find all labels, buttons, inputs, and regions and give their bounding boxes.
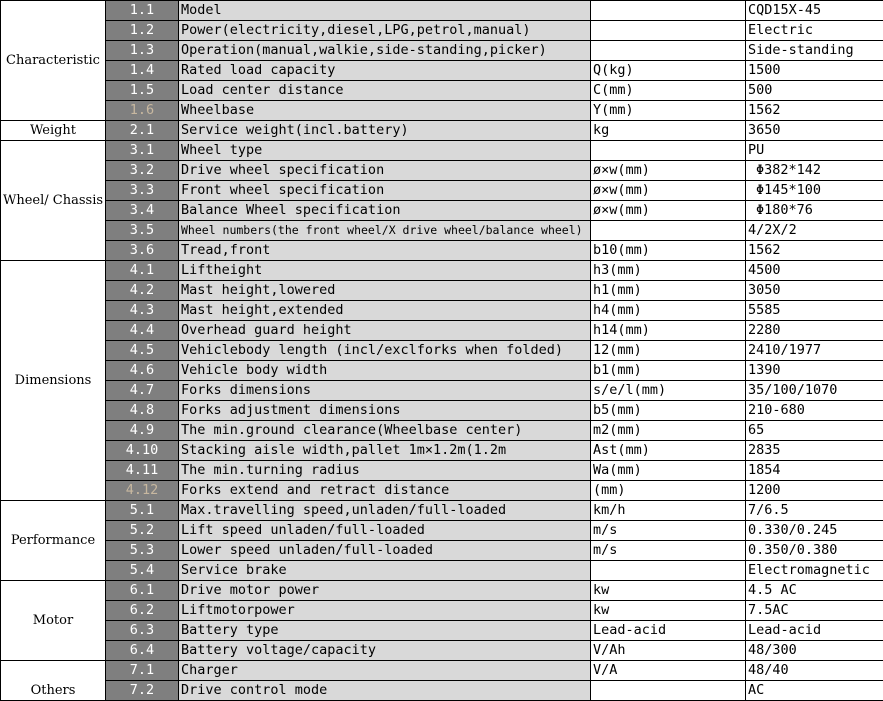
table-row	[1, 461, 883, 481]
row-number: 3.5	[106, 221, 179, 241]
table-row	[1, 361, 883, 381]
unit-cell: V/A	[591, 661, 746, 681]
value-cell: 3650	[746, 121, 883, 141]
parameter-label: Drive wheel specification	[179, 161, 591, 181]
table-row	[1, 621, 883, 641]
table-row	[1, 241, 883, 261]
parameter-label: Stacking aisle width,pallet 1m×1.2m(1.2m	[179, 441, 591, 461]
value-cell: 1562	[746, 241, 883, 261]
unit-cell: Ast(mm)	[591, 441, 746, 461]
row-number: 1.1	[106, 1, 179, 21]
category-characteristic: Characteristic	[1, 1, 106, 121]
category-motor: Motor	[1, 581, 106, 661]
unit-cell: Y(mm)	[591, 101, 746, 121]
table-row	[1, 121, 883, 141]
row-number: 4.12	[106, 481, 179, 501]
parameter-label: The min.ground clearance(Wheelbase center)	[179, 421, 591, 441]
value-cell: 7.5AC	[746, 601, 883, 621]
unit-cell: h3(mm)	[591, 261, 746, 281]
row-number: 3.6	[106, 241, 179, 261]
row-number: 4.7	[106, 381, 179, 401]
table-row	[1, 101, 883, 121]
parameter-label: Wheel type	[179, 141, 591, 161]
table-row	[1, 261, 883, 281]
row-number: 5.4	[106, 561, 179, 581]
value-cell: 0.330/0.245	[746, 521, 883, 541]
value-cell: 2410/1977	[746, 341, 883, 361]
value-cell: 48/300	[746, 641, 883, 661]
parameter-label: Service brake	[179, 561, 591, 581]
unit-cell	[591, 141, 746, 161]
unit-cell: Wa(mm)	[591, 461, 746, 481]
value-cell: PU	[746, 141, 883, 161]
table-row	[1, 81, 883, 101]
row-number: 4.9	[106, 421, 179, 441]
row-number: 4.1	[106, 261, 179, 281]
unit-cell	[591, 21, 746, 41]
row-number: 4.5	[106, 341, 179, 361]
unit-cell: 12(mm)	[591, 341, 746, 361]
unit-cell: ø×w(mm)	[591, 201, 746, 221]
category-performance: Performance	[1, 501, 106, 581]
value-cell: 35/100/1070	[746, 381, 883, 401]
value-cell: 4/2X/2	[746, 221, 883, 241]
parameter-label: Mast height,lowered	[179, 281, 591, 301]
parameter-label: Rated load capacity	[179, 61, 591, 81]
table-row	[1, 541, 883, 561]
table-row	[1, 161, 883, 181]
row-number: 1.2	[106, 21, 179, 41]
category-wheel-chassis: Wheel/ Chassis	[1, 141, 106, 261]
value-cell: Electric	[746, 21, 883, 41]
parameter-label: Power(electricity,diesel,LPG,petrol,manual)	[179, 21, 591, 41]
unit-cell: h4(mm)	[591, 301, 746, 321]
unit-cell: km/h	[591, 501, 746, 521]
value-cell: CQD15X-45	[746, 1, 883, 21]
value-cell: 500	[746, 81, 883, 101]
parameter-label: Drive motor power	[179, 581, 591, 601]
row-number: 4.8	[106, 401, 179, 421]
value-cell: 210-680	[746, 401, 883, 421]
row-number: 3.3	[106, 181, 179, 201]
unit-cell: h1(mm)	[591, 281, 746, 301]
parameter-label: Max.travelling speed,unladen/full-loaded	[179, 501, 591, 521]
value-cell: Φ180*76	[746, 201, 883, 221]
parameter-label: Drive control mode	[179, 681, 591, 701]
value-cell: 1562	[746, 101, 883, 121]
parameter-label: Lower speed unladen/full-loaded	[179, 541, 591, 561]
table-row	[1, 561, 883, 581]
row-number: 3.2	[106, 161, 179, 181]
value-cell: 48/40	[746, 661, 883, 681]
row-number: 7.2	[106, 681, 179, 701]
table-row	[1, 181, 883, 201]
row-number: 4.11	[106, 461, 179, 481]
table-row	[1, 21, 883, 41]
table-row	[1, 501, 883, 521]
row-number: 3.1	[106, 141, 179, 161]
unit-cell	[591, 41, 746, 61]
unit-cell: b1(mm)	[591, 361, 746, 381]
parameter-label: Charger	[179, 661, 591, 681]
value-cell: 4500	[746, 261, 883, 281]
table-row	[1, 581, 883, 601]
table-row	[1, 1, 883, 21]
parameter-label: Vehicle body width	[179, 361, 591, 381]
table-row	[1, 61, 883, 81]
value-cell: 1390	[746, 361, 883, 381]
table-row	[1, 681, 883, 701]
value-cell: Electromagnetic	[746, 561, 883, 581]
table-row	[1, 201, 883, 221]
row-number: 1.3	[106, 41, 179, 61]
parameter-label: Wheel numbers(the front wheel/X drive wheel/balance wheel)	[179, 221, 591, 241]
row-number: 6.2	[106, 601, 179, 621]
category-dimensions: Dimensions	[1, 261, 106, 501]
parameter-label: Service weight(incl.battery)	[179, 121, 591, 141]
unit-cell: kw	[591, 581, 746, 601]
table-row	[1, 381, 883, 401]
parameter-label: Battery voltage/capacity	[179, 641, 591, 661]
row-number: 4.2	[106, 281, 179, 301]
table-row	[1, 441, 883, 461]
table-row	[1, 341, 883, 361]
value-cell: 1854	[746, 461, 883, 481]
table-row	[1, 301, 883, 321]
table-row	[1, 321, 883, 341]
parameter-label: Mast height,extended	[179, 301, 591, 321]
unit-cell: m2(mm)	[591, 421, 746, 441]
unit-cell: m/s	[591, 521, 746, 541]
unit-cell: Q(kg)	[591, 61, 746, 81]
row-number: 1.4	[106, 61, 179, 81]
row-number: 4.3	[106, 301, 179, 321]
parameter-label: Operation(manual,walkie,side-standing,picker)	[179, 41, 591, 61]
row-number: 4.6	[106, 361, 179, 381]
unit-cell: Lead-acid	[591, 621, 746, 641]
value-cell: 4.5 AC	[746, 581, 883, 601]
table-row	[1, 421, 883, 441]
value-cell: 2280	[746, 321, 883, 341]
table-row	[1, 641, 883, 661]
table-row	[1, 281, 883, 301]
row-number: 6.1	[106, 581, 179, 601]
row-number: 5.1	[106, 501, 179, 521]
table-row	[1, 401, 883, 421]
unit-cell: C(mm)	[591, 81, 746, 101]
parameter-label: Forks extend and retract distance	[179, 481, 591, 501]
parameter-label: Forks dimensions	[179, 381, 591, 401]
table-row	[1, 41, 883, 61]
row-number: 1.5	[106, 81, 179, 101]
parameter-label: Liftheight	[179, 261, 591, 281]
table-row	[1, 141, 883, 161]
unit-cell: V/Ah	[591, 641, 746, 661]
parameter-label: Battery type	[179, 621, 591, 641]
value-cell: 1500	[746, 61, 883, 81]
parameter-label: Load center distance	[179, 81, 591, 101]
row-number: 2.1	[106, 121, 179, 141]
row-number: 6.3	[106, 621, 179, 641]
row-number: 5.2	[106, 521, 179, 541]
unit-cell: b5(mm)	[591, 401, 746, 421]
row-number: 4.4	[106, 321, 179, 341]
row-number: 5.3	[106, 541, 179, 561]
value-cell: Lead-acid	[746, 621, 883, 641]
category-weight: Weight	[1, 121, 106, 141]
unit-cell: kg	[591, 121, 746, 141]
parameter-label: Wheelbase	[179, 101, 591, 121]
parameter-label: Overhead guard height	[179, 321, 591, 341]
unit-cell: kw	[591, 601, 746, 621]
row-number: 7.1	[106, 661, 179, 681]
row-number: 6.4	[106, 641, 179, 661]
table-row	[1, 661, 883, 681]
value-cell: Side-standing	[746, 41, 883, 61]
table-row	[1, 481, 883, 501]
unit-cell: (mm)	[591, 481, 746, 501]
unit-cell	[591, 561, 746, 581]
table-row	[1, 521, 883, 541]
parameter-label: Liftmotorpower	[179, 601, 591, 621]
value-cell: 3050	[746, 281, 883, 301]
parameter-label: Front wheel specification	[179, 181, 591, 201]
value-cell: 0.350/0.380	[746, 541, 883, 561]
parameter-label: The min.turning radius	[179, 461, 591, 481]
unit-cell: m/s	[591, 541, 746, 561]
parameter-label: Model	[179, 1, 591, 21]
parameter-label: Lift speed unladen/full-loaded	[179, 521, 591, 541]
unit-cell	[591, 221, 746, 241]
unit-cell: ø×w(mm)	[591, 161, 746, 181]
unit-cell	[591, 1, 746, 21]
value-cell: 7/6.5	[746, 501, 883, 521]
unit-cell	[591, 681, 746, 701]
value-cell: AC	[746, 681, 883, 701]
unit-cell: h14(mm)	[591, 321, 746, 341]
row-number: 4.10	[106, 441, 179, 461]
value-cell: Φ382*142	[746, 161, 883, 181]
unit-cell: b10(mm)	[591, 241, 746, 261]
value-cell: 65	[746, 421, 883, 441]
parameter-label: Vehiclebody length (incl/exclforks when folded)	[179, 341, 591, 361]
unit-cell: s/e/l(mm)	[591, 381, 746, 401]
value-cell: 1200	[746, 481, 883, 501]
unit-cell: ø×w(mm)	[591, 181, 746, 201]
parameter-label: Tread,front	[179, 241, 591, 261]
category-others: Others	[1, 661, 106, 701]
value-cell: 2835	[746, 441, 883, 461]
value-cell: Φ145*100	[746, 181, 883, 201]
table-row	[1, 601, 883, 621]
table-row	[1, 221, 883, 241]
row-number: 3.4	[106, 201, 179, 221]
value-cell: 5585	[746, 301, 883, 321]
parameter-label: Balance Wheel specification	[179, 201, 591, 221]
row-number: 1.6	[106, 101, 179, 121]
parameter-label: Forks adjustment dimensions	[179, 401, 591, 421]
